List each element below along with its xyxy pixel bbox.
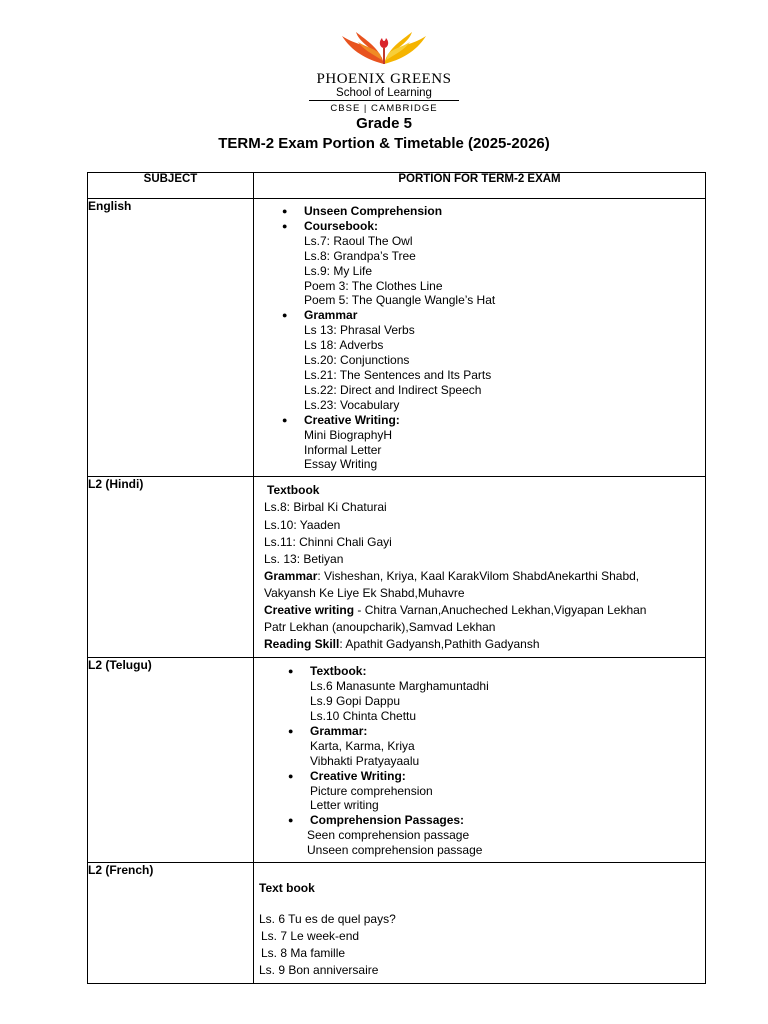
list-item: Ls. 7 Le week-end (261, 929, 360, 944)
list-item: ● Textbook: (310, 664, 705, 679)
list-item: Vibhakti Pratyayaalu (310, 753, 420, 768)
document-title: TERM-2 Exam Portion & Timetable (2025-2026) (218, 135, 550, 152)
subject-telugu: L2 (Telugu) (88, 658, 254, 863)
english-coursebook-items (304, 234, 705, 309)
telugu-row (88, 658, 706, 863)
telugu-comprehension-items (307, 828, 705, 858)
list-item: Mini BiographyH (304, 427, 393, 442)
hindi-textbook-heading: Textbook (267, 483, 320, 498)
list-item: ● Unseen Comprehension (304, 204, 705, 219)
list-item: Ls.8: Grandpa’s Tree (304, 248, 416, 263)
hindi-portion (254, 477, 706, 658)
list-item: Ls.22: Direct and Indirect Speech (304, 382, 482, 397)
list-item: Seen comprehension passage (307, 828, 470, 843)
grade-heading: Grade 5 (356, 115, 412, 132)
phoenix-emblem-icon (338, 30, 430, 70)
hindi-reading-text: : Apathit Gadyansh,Pathith Gadyansh (339, 637, 540, 652)
list-item: Ls.23: Vocabulary (304, 397, 400, 412)
hindi-row (88, 477, 706, 658)
list-item: Ls.10: Yaaden (264, 517, 341, 532)
telugu-grammar-items (310, 739, 705, 769)
list-item: Poem 5: The Quangle Wangle’s Hat (304, 293, 496, 308)
school-subtitle: School of Learning (336, 87, 432, 99)
portion-table (87, 172, 706, 984)
telugu-creative-items (310, 784, 705, 814)
list-item: ● Creative Writing: (310, 769, 705, 784)
list-item: ● Grammar: (310, 724, 705, 739)
telugu-comprehension-heading (310, 813, 705, 828)
list-item: Ls.8: Birbal Ki Chaturai (264, 500, 387, 515)
list-item: ● Comprehension Passages: (310, 813, 705, 828)
telugu-creative-heading (310, 769, 705, 784)
telugu-textbook-heading (310, 664, 705, 679)
list-item: Ls. 9 Bon anniversaire (259, 963, 379, 978)
subject-english: English (88, 199, 254, 477)
telugu-portion (254, 658, 706, 863)
list-item: Poem 3: The Clothes Line (304, 278, 443, 293)
list-item: Ls. 6 Tu es de quel pays? (259, 912, 396, 927)
list-item: Ls.6 Manasunte Marghamuntadhi (310, 679, 489, 694)
hindi-grammar-label: Grammar (264, 568, 318, 583)
hindi-grammar-line (264, 568, 705, 585)
list-item: ● Creative Writing: (304, 413, 705, 428)
list-item: Ls.21: The Sentences and Its Parts (304, 367, 492, 382)
list-item: Ls.9: My Life (304, 263, 373, 278)
table-header-row (88, 173, 706, 199)
english-portion (254, 199, 706, 477)
hindi-grammar-text-2: Vakyansh Ke Liye Ek Shabd,Muhavre (264, 585, 465, 600)
spacer (259, 897, 705, 911)
list-item: Ls 13: Phrasal Verbs (304, 323, 415, 338)
french-textbook-heading: Text book (259, 881, 315, 896)
hindi-creative-line (264, 602, 705, 619)
hindi-creative-text: - Chitra Varnan,Anucheched Lekhan,Vigyapan Lekhan (354, 602, 647, 617)
list-item: Letter writing (310, 798, 379, 813)
french-portion (254, 863, 706, 984)
hindi-reading-label: Reading Skill (264, 637, 340, 652)
telugu-grammar-heading (310, 724, 705, 739)
list-item: Ls. 13: Betiyan (264, 551, 344, 566)
list-item: ● Coursebook: (304, 219, 705, 234)
subject-column-header: SUBJECT (88, 173, 254, 199)
english-grammar-heading (304, 308, 705, 323)
list-item: Ls 18: Adverbs (304, 338, 384, 353)
hindi-grammar-text: : Visheshan, Kriya, Kaal KarakVilom ShabdAnekarthi Shabd, (317, 568, 640, 583)
subject-french: L2 (French) (88, 863, 254, 984)
list-item: Ls.11: Chinni Chali Gayi (264, 534, 392, 549)
list-item: Informal Letter (304, 442, 382, 457)
list-item: ● Grammar (304, 308, 705, 323)
portion-column-header: PORTION FOR TERM-2 EXAM (254, 173, 706, 199)
telugu-textbook-items (310, 679, 705, 724)
english-row (88, 199, 706, 477)
list-item: Essay Writing (304, 457, 378, 472)
english-grammar-items (304, 323, 705, 412)
list-item: Ls.20: Conjunctions (304, 353, 410, 368)
subject-hindi: L2 (Hindi) (88, 477, 254, 658)
hindi-reading-line (264, 636, 705, 653)
list-item: Ls.9 Gopi Dappu (310, 694, 401, 709)
hindi-creative-text-2: Patr Lekhan (anoupcharik),Samvad Lekhan (264, 620, 496, 635)
english-creative-items (304, 428, 705, 473)
list-item: Ls.7: Raoul The Owl (304, 233, 413, 248)
hindi-creative-label: Creative writing (264, 602, 355, 617)
list-item: Karta, Karma, Kriya (310, 738, 415, 753)
logo-divider (309, 100, 459, 101)
list-item: Ls. 8 Ma famille (261, 946, 346, 961)
list-item: Picture comprehension (310, 783, 433, 798)
english-creative-heading (304, 413, 705, 428)
school-logo (0, 30, 768, 114)
school-name: PHOENIX GREENS (316, 71, 452, 87)
school-boards: CBSE | CAMBRIDGE (330, 103, 438, 114)
english-list (304, 204, 705, 234)
list-item: Ls.10 Chinta Chettu (310, 708, 417, 723)
french-row (88, 863, 706, 984)
list-item: Unseen comprehension passage (307, 843, 483, 858)
